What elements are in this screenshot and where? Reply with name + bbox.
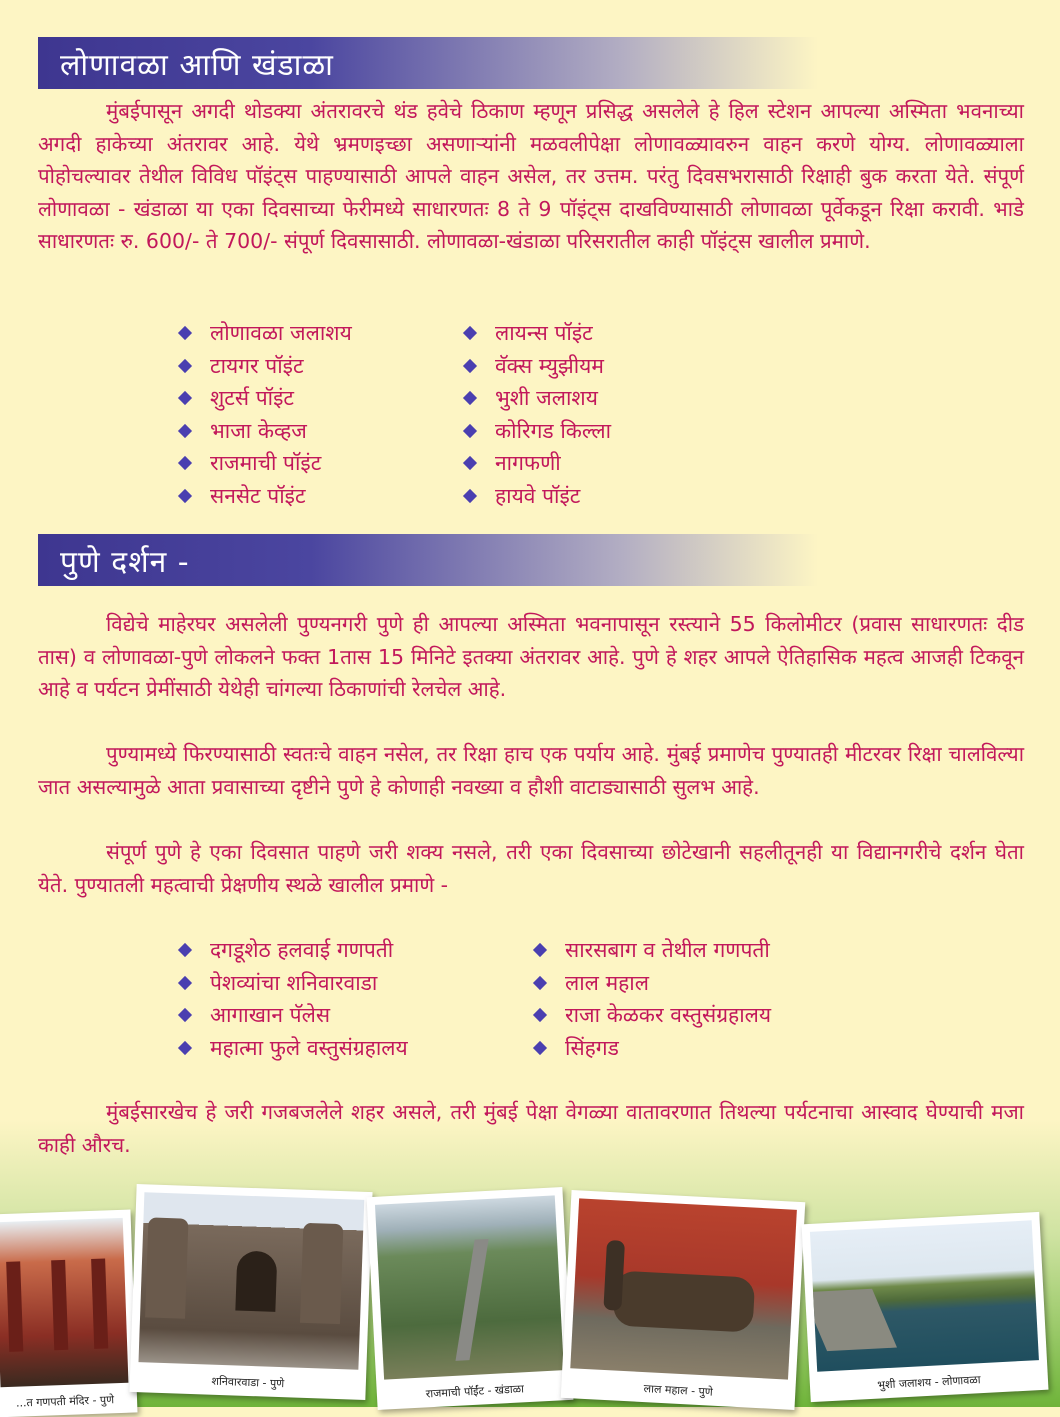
diamond-bullet-icon	[178, 1008, 192, 1022]
diamond-bullet-icon	[533, 943, 547, 957]
list-item: पेशव्यांचा शनिवारवाडा	[180, 967, 408, 1000]
list-item: राजा केळकर वस्तुसंग्रहालय	[535, 999, 771, 1032]
list-item: टायगर पॉइंट	[180, 350, 352, 383]
lonavala-points-right	[465, 317, 611, 512]
lonavala-paragraph: मुंबईपासून अगदी थोडक्या अंतरावरचे थंड हवेचे ठिकाण म्हणून प्रसिद्ध असलेले हे हिल स्टेशन आपल्या अस्मिता भवनाच्या अगदी हाकेच्या अंतरावर आहे. येथे भ्रमणइच्छा असणाऱ्यांनी मळवलीपेक्षा लोणावळ्यावरुन वाहन करणे योग्य. लोणावळ्याला पोहोचल्यावर तेथील विविध पॉइंट्स पाहण्यासाठी आपले वाहन असेल, तर उत्तम. परंतु दिवसभरासाठी रिक्षाही बुक करता येते. संपूर्ण लोणावळा - खंडाळा या एका दिवसाच्या फेरीमध्ये साधारणतः 8 ते 9 पॉइंट्स दाखविण्यासाठी लोणावळा पूर्वेकडून रिक्षा करावी. भाडे साधारणतः रु. 600/- ते 700/- संपूर्ण दिवसासाठी. लोणावळा-खंडाळा परिसरातील काही पॉइंट्स खालील प्रमाणे.	[38, 99, 1024, 253]
fort-image	[138, 1192, 364, 1370]
temple-image	[0, 1218, 128, 1387]
diamond-bullet-icon	[178, 359, 192, 373]
statue-image	[570, 1198, 797, 1379]
diamond-bullet-icon	[463, 391, 477, 405]
list-item: लाल महाल	[535, 967, 771, 1000]
list-item: लोणावळा जलाशय	[180, 317, 352, 350]
diamond-bullet-icon	[178, 943, 192, 957]
list-item: कोरिगड किल्ला	[465, 415, 611, 448]
pune-closing-paragraph: मुंबईसारखेच हे जरी गजबजलेले शहर असले, तरी मुंबई पेक्षा वेगळ्या वातावरणात तिथल्या पर्यटनाचा आस्वाद घेण्याची मजा काही औरच.	[38, 1100, 1024, 1157]
diamond-bullet-icon	[463, 359, 477, 373]
photo-caption: भुशी जलाशय - लोणावळा	[877, 1373, 981, 1392]
photo-caption: राजमाची पॉईंट - खंडाळा	[425, 1382, 525, 1401]
pune-paragraph-3: संपूर्ण पुणे हे एका दिवसात पाहणे जरी शक्य नसले, तरी एका दिवसाच्या छोटेखानी सहलीतूनही या विद्यानगरीचे दर्शन घेता येते. पुण्यातली महत्वाची प्रेक्षणीय स्थळे खालील प्रमाणे -	[38, 840, 1024, 897]
pune-paragraph-2: पुण्यामध्ये फिरण्यासाठी स्वतःचे वाहन नसेल, तर रिक्षा हाच एक पर्याय आहे. मुंबई प्रमाणेच पुण्यातही मीटरवर रिक्षा चालविल्या जात असल्यामुळे आता प्रवासाच्या दृष्टीने पुणे हे कोणाही नवख्या व हौशी वाटाड्यासाठी सुलभ आहे.	[38, 742, 1024, 799]
list-item: सिंहगड	[535, 1032, 771, 1065]
list-item: सनसेट पॉइंट	[180, 480, 352, 513]
list-item: नागफणी	[465, 447, 611, 480]
photo-lal-mahal	[561, 1190, 806, 1410]
diamond-bullet-icon	[178, 489, 192, 503]
list-item: भाजा केव्हज	[180, 415, 352, 448]
list-item: दगडूशेठ हलवाई गणपती	[180, 934, 408, 967]
photo-caption: ...त गणपती मंदिर - पुणे	[15, 1393, 115, 1410]
list-item: सारसबाग व तेथील गणपती	[535, 934, 771, 967]
diamond-bullet-icon	[178, 424, 192, 438]
diamond-bullet-icon	[463, 424, 477, 438]
list-item: लायन्स पॉइंट	[465, 317, 611, 350]
pune-points-right	[535, 934, 771, 1064]
list-item: राजमाची पॉइंट	[180, 447, 352, 480]
lonavala-points-left	[180, 317, 352, 512]
photo-caption: शनिवारवाडा - पुणे	[211, 1374, 285, 1391]
diamond-bullet-icon	[178, 456, 192, 470]
list-item: आगाखान पॅलेस	[180, 999, 408, 1032]
diamond-bullet-icon	[533, 1008, 547, 1022]
diamond-bullet-icon	[463, 456, 477, 470]
diamond-bullet-icon	[533, 1041, 547, 1055]
valley-image	[375, 1195, 564, 1379]
photo-rajmachi-point	[367, 1187, 574, 1410]
diamond-bullet-icon	[533, 976, 547, 990]
diamond-bullet-icon	[178, 976, 192, 990]
list-item: महात्मा फुले वस्तुसंग्रहालय	[180, 1032, 408, 1065]
photo-shaniwarwada	[129, 1184, 372, 1400]
pune-paragraph-1: विद्येचे माहेरघर असलेली पुण्यनगरी पुणे ही आपल्या अस्मिता भवनापासून रस्त्याने 55 किलोमीटर (प्रवास साधारणतः दीड तास) व लोणावळा-पुणे लोकलने फक्त 1तास 15 मिनिटे इतक्या अंतरावर आहे. पुणे हे शहर आपले ऐतिहासिक महत्व आजही टिकवून आहे व पर्यटन प्रेमींसाठी येथेही चांगल्या ठिकाणांची रेलचेल आहे.	[38, 612, 1024, 701]
section-header-pune	[38, 534, 818, 586]
list-item: शुटर्स पॉइंट	[180, 382, 352, 415]
list-item: वॅक्स म्युझीयम	[465, 350, 611, 383]
list-item: हायवे पॉइंट	[465, 480, 611, 513]
diamond-bullet-icon	[463, 489, 477, 503]
section-header-lonavala	[38, 37, 818, 89]
lake-image	[810, 1220, 1039, 1371]
list-item: भुशी जलाशय	[465, 382, 611, 415]
section-title-pune: पुणे दर्शन -	[60, 544, 190, 580]
diamond-bullet-icon	[178, 326, 192, 340]
photo-bhushi-dam	[802, 1212, 1049, 1402]
photo-ganpati-temple	[0, 1210, 137, 1417]
diamond-bullet-icon	[178, 391, 192, 405]
photo-caption: लाल महाल - पुणे	[643, 1382, 714, 1399]
diamond-bullet-icon	[178, 1041, 192, 1055]
diamond-bullet-icon	[463, 326, 477, 340]
pune-points-left	[180, 934, 408, 1064]
section-title-lonavala: लोणावळा आणि खंडाळा	[60, 47, 334, 83]
